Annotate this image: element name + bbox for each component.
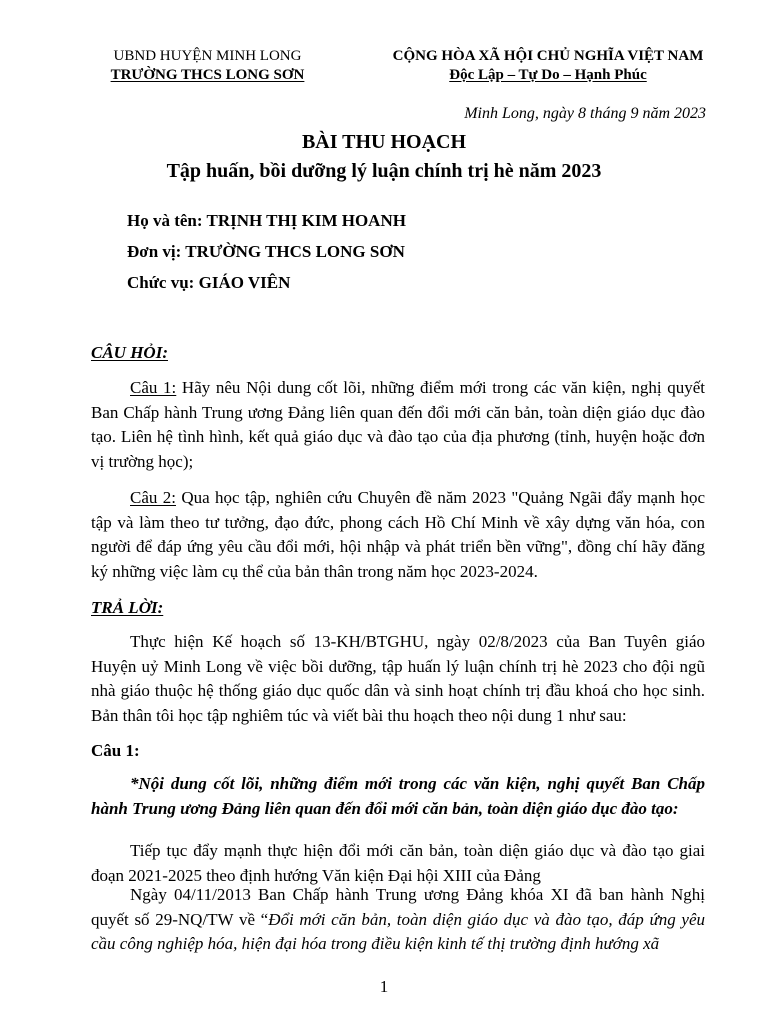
answer-heading: TRẢ LỜI: xyxy=(91,598,164,617)
info-position xyxy=(127,273,290,293)
header-motto: Độc Lập – Tự Do – Hạnh Phúc xyxy=(449,67,647,83)
page-number: 1 xyxy=(379,977,389,996)
answer-1-paragraph-2-text: Ngày 04/11/2013 Ban Chấp hành Trung ương Đảng khóa XI đã ban hành Nghị quyết số 29-NQ/TW về “ xyxy=(91,885,705,929)
answer-1-paragraph-2-italic: Đổi mới căn bản, toàn diện giáo dục và đào tạo, đáp ứng yêu cầu công nghiệp hóa, hiện đại hóa trong điều kiện kinh tế thị trường định hướng xã xyxy=(91,909,705,953)
answer-1-subheading xyxy=(91,772,705,821)
info-name-value: TRỊNH THỊ KIM HOANH xyxy=(206,211,406,230)
document-title: BÀI THU HOẠCH xyxy=(301,131,467,153)
question-2 xyxy=(91,486,705,584)
info-unit xyxy=(127,242,405,262)
answer-1-subheading-text: *Nội dung cốt lõi, những điểm mới trong các văn kiện, nghị quyết Ban Chấp hành Trung ương Đảng liên quan đến đổi mới căn bản, toàn diện giáo dục đào tạo: xyxy=(91,774,705,818)
answer-intro-text: Thực hiện Kế hoạch số 13-KH/BTGHU, ngày 02/8/2023 của Ban Tuyên giáo Huyện uỷ Minh Long về việc bồi dưỡng, tập huấn lý luận chính trị hè 2023 cho đội ngũ nhà giáo thuộc hệ thống giáo dục quốc dân và sinh hoạt chính trị đầu khoá cho học sinh. Bản thân tôi học tập nghiêm túc và viết bài thu hoạch theo nội dung 1 như sau: xyxy=(91,632,705,725)
question-1 xyxy=(91,376,705,474)
answer-1-paragraph-1-text: Tiếp tục đẩy mạnh thực hiện đổi mới căn bản, toàn diện giáo dục và đào tạo giai đoạn 2021-2025 theo định hướng Văn kiện Đại hội XIII của Đảng xyxy=(91,841,705,885)
info-position-value: GIÁO VIÊN xyxy=(198,273,291,292)
header-school: TRƯỜNG THCS LONG SƠN xyxy=(110,67,305,83)
info-name xyxy=(127,211,406,231)
header-district: UBND HUYỆN MINH LONG xyxy=(113,48,302,64)
question-1-label: Câu 1: xyxy=(130,378,177,397)
questions-heading: CÂU HỎI: xyxy=(91,343,168,362)
header-right xyxy=(378,47,718,85)
answer-intro xyxy=(91,630,705,728)
info-unit-value: TRƯỜNG THCS LONG SƠN xyxy=(185,242,405,261)
question-1-text: Hãy nêu Nội dung cốt lõi, những điểm mới trong các văn kiện, nghị quyết Ban Chấp hành Trung ương Đảng liên quan đến đổi mới căn bản, toàn diện giáo dục đào tạo. Liên hệ tình hình, kết quả giáo dục và đào tạo của địa phương (tỉnh, huyện hoặc đơn vị trường học); xyxy=(91,378,706,471)
header-left xyxy=(95,47,320,85)
header-country: CỘNG HÒA XÃ HỘI CHỦ NGHĨA VIỆT NAM xyxy=(392,48,704,64)
question-2-text: Qua học tập, nghiên cứu Chuyên đề năm 2023 "Quảng Ngãi đẩy mạnh học tập và làm theo tư tưởng, đạo đức, phong cách Hồ Chí Minh về xây dựng văn hóa, con người để đáp ứng yêu cầu đổi mới, hội nhập và phát triển bền vững", đồng chí hãy đăng ký những việc làm cụ thể của bản thân trong năm học 2023-2024. xyxy=(91,488,705,581)
answer-1-paragraph-2 xyxy=(91,883,705,957)
answer-1-paragraph-1 xyxy=(91,839,705,888)
info-unit-label: Đơn vị: xyxy=(127,242,182,261)
info-name-label: Họ và tên: xyxy=(127,211,203,230)
answer-1-label: Câu 1: xyxy=(91,741,140,760)
document-subtitle: Tập huấn, bồi dưỡng lý luận chính trị hè năm 2023 xyxy=(166,160,602,182)
question-2-label: Câu 2: xyxy=(130,488,176,507)
document-date: Minh Long, ngày 8 tháng 9 năm 2023 xyxy=(464,105,706,122)
info-position-label: Chức vụ: xyxy=(127,273,195,292)
